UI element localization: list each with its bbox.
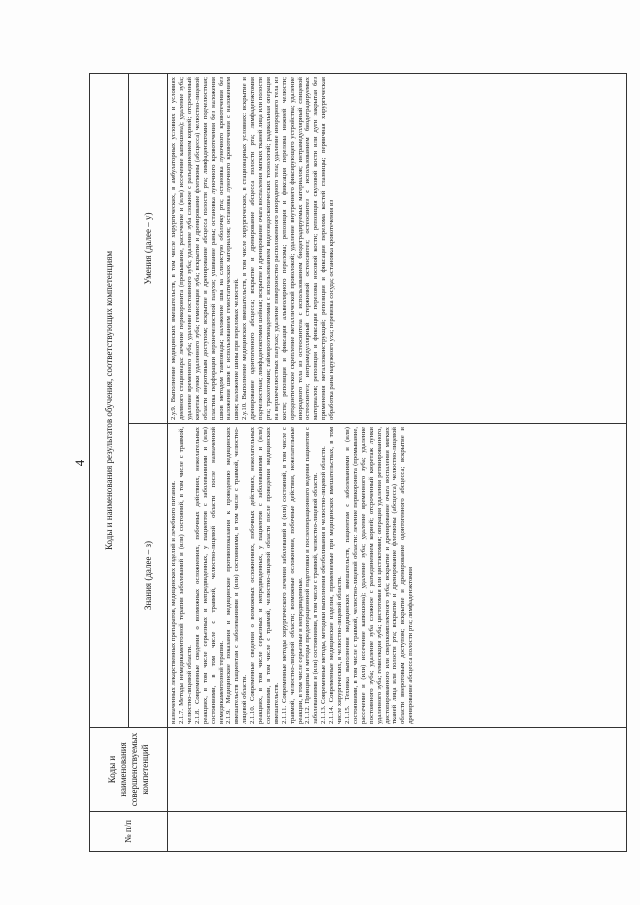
col-codes-header: Коды и наименования совершенствуемых компетенций (90, 728, 168, 812)
skills-paragraph: 2.у.9. Выполнение медицинских вмешательств, в том числе хирургических, в амбулаторных условиях и условиях дневного стационара: лечение перикоронита (промывание, рассечение и (или) иссечение капюшона); удаление зуба; удаление временного зуба; удаление постоянного зуба; удаление зуба сложное с разъединением корней; отсроченный кюретаж лунки удаленного зуба; гемисекция зуба; вскрытие и дренирование флегмоны (абсцесса) челюстно-лицевой области внеротовым доступом; вскрытие и дренирование абсцесса полости рта; лимфаденэктомия подчелюстная; пластика перфорации верхнечелюстной пазухи; ушивание раны; остановка луночного кровотечения без наложения швов методом тампонады; наложение шва на слизистую оболочку рта; остановка луночного кровотечения без наложения швов с использованием гемостатических материалов; остановка луночного кровотечения с наложением швов; наложение шины при переломах челюстей. (170, 77, 241, 420)
knowledge-paragraph: 2.1.9. Медицинские показания и медицинские противопоказания к проведению медицинских вмешательств пациентам с заболеваниями и (или) состояниями, в том числе с травмой, челюстно-лицевой области. (225, 427, 249, 724)
header-row-1 (90, 74, 129, 852)
knowledge-paragraph: назначенных лекарственных препаратов, медицинских изделий и лечебного питания. (170, 480, 178, 724)
row-codes-cell (168, 728, 627, 812)
competency-table (89, 73, 627, 852)
col-skills-header: Умения (далее – у) (129, 74, 168, 424)
knowledge-paragraph: 2.1.11. Современные методы хирургического лечения заболеваний и (или) состояний, в том числе с травмой, челюстно-лицевой области; возможные осложнения, побочные действия, нежелательные реакции, в том числе серьезные и непредвиденные. (280, 427, 304, 724)
page-number: 4 (72, 459, 87, 467)
row-number-cell (168, 812, 627, 852)
knowledge-paragraph: 2.1.13. Современные методы, методики выполнения обезболивания в челюстно-лицевой области. (320, 446, 328, 724)
col-knowledge-header: Знания (далее – з) (129, 424, 168, 728)
knowledge-paragraph: 2.1.8. Современные сведения о возможных осложнениях, побочных действиях, нежелательных реакциях, в том числе серьезных и непредвиденных, у пациентов с заболеваниями и (или) состояниями, в том числе с травмой, челюстно-лицевой области после назначенной немедикаментозной терапии. (193, 427, 225, 724)
skills-paragraph: 2.у.10. Выполнение медицинских вмешательств, в том числе хирургических, в стационарных условиях: вскрытие и дренирование одонтогенного абсцесса; вскрытие и дренирование абсцесса полости рта; лимфаденэктомия подчелюстная; лимфаденэктомия шейная; вскрытие и дренирование очага воспаления мягких тканей лица или полости рта; трахеотомия; гаймороэтмоидотомия с использованием видеоэндоскопических технологий; радикальная операция на верхнечелюстных пазухах; удаление поверхностно расположенного инородного тела; удаление инородного тела из кости; репозиция и фиксация альвеолярного перелома; репозиция и фиксация перелома нижней челюсти; ортодонтическое скрепление металлической проволокой; удаление внутреннего фиксирующего устройства; удаление инородного тела из остеосинтеза с использованием биодеградируемых материалов; интрамедуллярный спицевой остеосинтез; интрамедуллярный стержневой остеосинтез; остеосинтез с использованием биодеградируемых материалов; репозиция и фиксация перелома носовой кости; репозиция скуловой кости или дуги закрытая без применения металлоконструкций; репозиция и фиксация перелома костей глазницы; первичная хирургическая обработка раны наружного уха; перевязка сосуда; остановка кровотечения из (241, 77, 336, 420)
skills-cell (168, 74, 627, 424)
results-group-header: Коды и наименования результатов обучения, соответствующих компетенциям (90, 74, 129, 728)
knowledge-paragraph: 2.1.10. Современные сведения о возможных осложнениях, побочных действиях, нежелательных реакциях, в том числе серьезных и непредвиденных, у пациентов с заболеваниями и (или) состояниями, в том числе с травмой, челюстно-лицевой области после проведения медицинских вмешательств. (249, 427, 280, 724)
col-number-header: № п/п (90, 812, 168, 852)
knowledge-text (170, 427, 600, 724)
knowledge-paragraph: 2.1.15. Техника выполнения медицинских вмешательств, пациентам с заболеваниями и (или) состояниями, в том числе с травмой, челюстно-лицевой области: лечение перикоронита (промывание, рассечение и (или) иссечение капюшона); удаление зуба; удаление временного зуба; удаление постоянного зуба; удаление зуба сложное с разъединением корней; отсроченный кюретаж лунки удаленного зуба; гемисекция зуба; цистотомия или цистэктомия; операция удаления ретинированного, дистопированного или сверхкомплектного зуба; вскрытие и дренирование очага воспаления мягких тканей лица или полости рта; вскрытие и дренирование флегмоны (абсцесса) челюстно-лицевой области внеротовым доступом; вскрытие и дренирование одонтогенного абсцесса; вскрытие и дренирование абсцесса полости рта; лимфаденэктомия (344, 427, 415, 724)
knowledge-paragraph: 2.1.12. Принципы и методы предоперационной подготовки и послеоперационного ведения пациентов с заболеваниями и (или) состояниями, в том числе с травмой, челюстно-лицевой области. (304, 427, 320, 724)
knowledge-paragraph: 2.1.14. Современные медицинские изделия, применяемые при медицинских вмешательствах, в том числе хирургических, в челюстно-лицевой области. (328, 427, 344, 724)
knowledge-paragraph: 2.1.7. Методы немедикаментозной терапии заболеваний и (или) состояний, в том числе с травмой, челюстно-лицевой области. (177, 427, 193, 724)
table-row (168, 74, 627, 852)
knowledge-cell (168, 424, 627, 728)
skills-text (170, 77, 600, 420)
rotated-landscape-sheet (71, 68, 631, 858)
